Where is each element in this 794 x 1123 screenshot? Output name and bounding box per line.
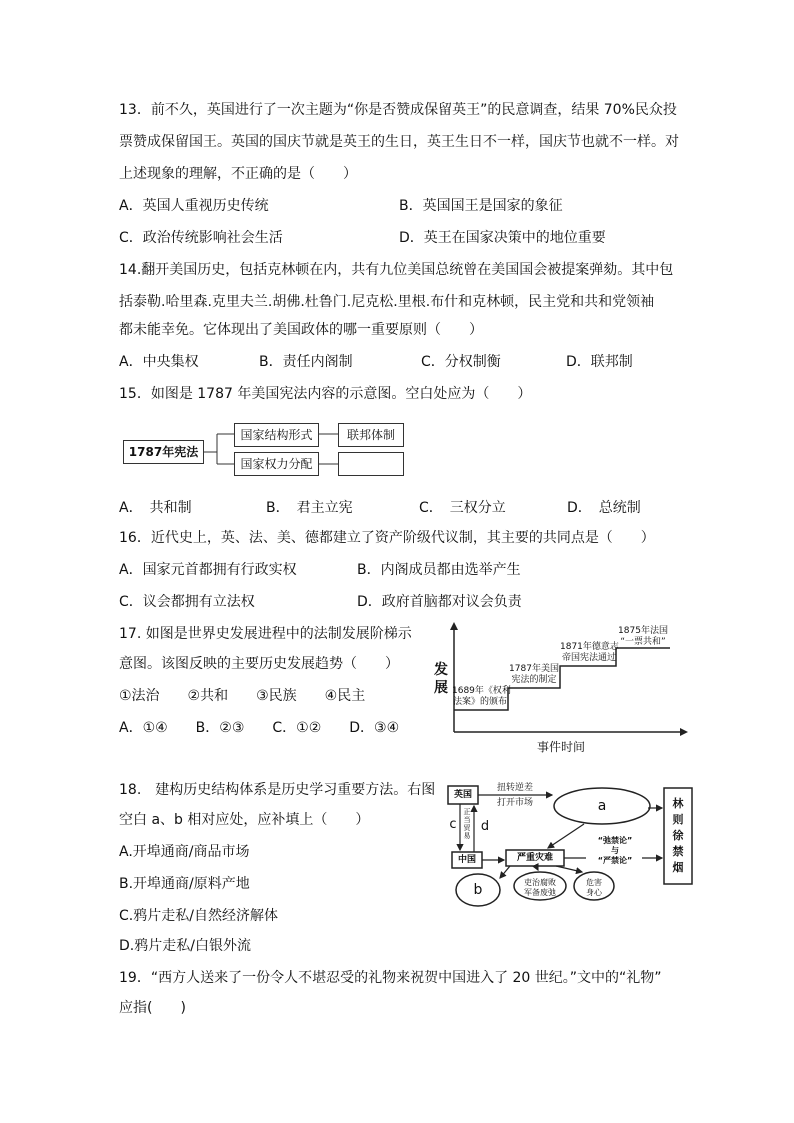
q18-a-label: a — [597, 798, 607, 814]
q18-lin-label: 林则徐禁烟 — [672, 797, 684, 874]
q17-y-axis-arrow — [450, 622, 458, 630]
q15-node2-label: 国家权力分配 — [240, 457, 313, 471]
q18-option-c: C.鸦片走私/自然经济解体 — [119, 908, 278, 924]
q18-open-label: 打开市场 — [496, 798, 533, 808]
q18-harm-label-2: 身心 — [586, 888, 602, 897]
q18-stem-line1: 18. 建构历史结构体系是历史学习重要方法。右图 — [119, 782, 436, 798]
q15-root-box — [123, 440, 204, 464]
q18-corrupt-label-2: 军备废弛 — [524, 888, 556, 897]
q18-option-d: D.鸦片走私/白银外流 — [119, 938, 251, 954]
q17-xlabel: 事件时间 — [536, 740, 585, 754]
q15-blank-box — [338, 452, 404, 476]
q18-b-label: b — [473, 882, 483, 898]
q14-stem-line2: 括泰勒.哈里森.克里夫兰.胡佛.杜鲁门.尼克松.里根.布什和克林顿，民主党和共和党领袖 — [119, 294, 655, 310]
q13-stem-line1: 13．前不久，英国进行了一次主题为“你是否赞成保留英王”的民意调查，结果 70%民众投 — [119, 102, 677, 118]
q13-option-c: C．政治传统影响社会生活 — [119, 230, 283, 246]
q17-items: ①法治 ②共和 ③民族 ④民主 — [119, 688, 366, 704]
q15-option-d: D． 总统制 — [567, 500, 641, 516]
q17-ylabel-2: 展 — [434, 680, 448, 696]
q17-ylabel-1: 发 — [434, 662, 448, 678]
q17-step4-label-b: “一票共和” — [620, 637, 666, 647]
q18-debate-label-3: “严禁论” — [597, 856, 633, 865]
q17-step4-label-a: 1875年法国 — [618, 626, 668, 636]
q18-debate-label-1: “弛禁论” — [597, 836, 633, 845]
q19-stem-line1: 19．“西方人送来了一份令人不堪忍受的礼物来祝贺中国进入了 20 世纪。”文中的“礼物” — [119, 970, 662, 986]
q14-option-b: B．责任内阁制 — [259, 354, 353, 370]
q17-step2-label-a: 1787年美国 — [509, 664, 559, 674]
q13-stem-line3: 上述现象的理解，不正确的是（ ） — [119, 166, 357, 182]
q17-step1-label-a: 1689年《权利 — [452, 686, 511, 696]
q18-crisis-label: 严重灾难 — [516, 853, 553, 863]
q19-stem-line2: 应指( ) — [119, 1000, 186, 1016]
q18-britain-label: 英国 — [453, 790, 472, 800]
q17-step3-label-a: 1871年德意志 — [560, 642, 619, 652]
q15-node1-box — [234, 423, 319, 447]
q17-stem-line2: 意图。该图反映的主要历史发展趋势（ ） — [119, 656, 399, 672]
q14-option-d: D．联邦制 — [566, 354, 633, 370]
q15-option-a: A． 共和制 — [119, 500, 192, 516]
q18-structure-diagram — [444, 778, 696, 910]
q18-option-b: B.开埠通商/原料产地 — [119, 876, 250, 892]
q18-debate-label-2: 与 — [611, 846, 619, 855]
q18-corrupt-label-1: 吏治腐败 — [524, 878, 556, 887]
q15-option-b: B． 君主立宪 — [266, 500, 353, 516]
q15-leaf1-box — [338, 423, 404, 447]
q15-node2-box — [234, 452, 319, 476]
q17-step3-label-b: 帝国宪法通过 — [561, 653, 616, 663]
q18-option-a: A.开埠通商/商品市场 — [119, 844, 250, 860]
q18-c-label: c — [449, 817, 457, 832]
q13-option-d: D．英王在国家决策中的地位重要 — [399, 230, 606, 246]
q18-harm-label-1: 危害 — [586, 878, 602, 887]
q17-x-axis-arrow — [680, 728, 688, 736]
q14-option-c: C．分权制衡 — [421, 354, 501, 370]
q13-option-a: A．英国人重视历史传统 — [119, 198, 269, 214]
q15-leaf1-label: 联邦体制 — [346, 428, 395, 442]
q14-stem-line3: 都未能幸免。它体现出了美国政体的哪一重要原则（ ） — [119, 322, 483, 338]
q13-option-b: B．英国国王是国家的象征 — [399, 198, 563, 214]
q17-options: A．①④ B．②③ C．①② D．③④ — [119, 720, 400, 736]
q15-option-c: C． 三权分立 — [419, 500, 506, 516]
q14-option-a: A．中央集权 — [119, 354, 199, 370]
q17-step1-label-b: 法案》的颁布 — [452, 697, 507, 707]
q18-china-label: 中国 — [457, 855, 476, 865]
q16-option-b: B．内阁成员都由选举产生 — [357, 562, 521, 578]
q13-stem-line2: 票赞成保留国王。英国的国庆节就是英王的生日，英王生日不一样，国庆节也就不一样。对 — [119, 134, 679, 150]
q16-option-a: A．国家元首都拥有行政实权 — [119, 562, 297, 578]
q18-d-label: d — [480, 819, 490, 834]
q18-trade-label: 正当贸易 — [463, 808, 471, 840]
q17-stem-line1: 17. 如图是世界史发展进程中的法制发展阶梯示 — [119, 626, 412, 642]
q15-node1-label: 国家结构形式 — [240, 428, 313, 442]
q16-stem: 16．近代史上，英、法、美、德都建立了资产阶级代议制，其主要的共同点是（ ） — [119, 530, 655, 546]
q15-constitution-diagram — [120, 420, 410, 482]
q16-option-d: D．政府首脑都对议会负责 — [357, 594, 522, 610]
q16-option-c: C．议会都拥有立法权 — [119, 594, 255, 610]
q18-stem-line2: 空白 a、b 相对应处，应补填上（ ） — [119, 812, 370, 828]
q17-step2-label-b: 宪法的制定 — [511, 675, 557, 685]
q15-stem: 15．如图是 1787 年美国宪法内容的示意图。空白处应为（ ） — [119, 386, 532, 402]
q18-reverse-label: 扭转逆差 — [496, 783, 533, 793]
q14-stem-line1: 14.翻开美国历史，包括克林顿在内，共有九位美国总统曾在美国国会被提案弹劾。其中包 — [119, 262, 674, 278]
q15-root-label: 1787年宪法 — [128, 445, 199, 459]
q17-law-staircase-chart — [430, 620, 692, 756]
